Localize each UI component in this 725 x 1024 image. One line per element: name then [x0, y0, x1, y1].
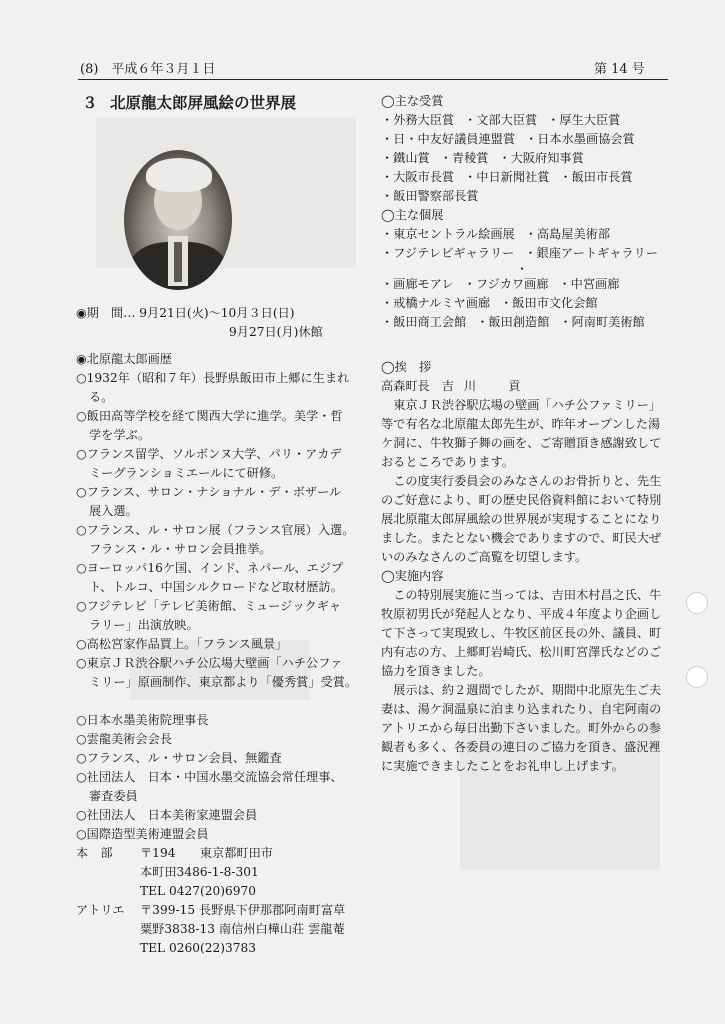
- address-text: 本町田3486-1-8-301: [140, 865, 259, 879]
- exhibition-item: ・飯田市文化会館: [500, 296, 598, 310]
- bio-item-line: ○飯田高等学校を経て関西大学に進学。美学・哲: [76, 409, 343, 423]
- exhibitions-separator: ・: [515, 262, 529, 276]
- award-item-row: [381, 187, 663, 206]
- header-issue-date: (8) 平成６年３月１日: [80, 62, 216, 77]
- role-item-line: ○フランス、ル・サロン会員、無鑑査: [76, 751, 282, 765]
- bio-item-line-cont: 学を学ぶ。: [89, 428, 151, 442]
- role-item-line: ○社団法人 日本美術家連盟会員: [76, 808, 258, 822]
- address-label: 本 部: [76, 846, 113, 860]
- implementation-heading: ◯実施内容: [381, 569, 444, 583]
- award-item: ・文部大臣賞: [464, 113, 538, 127]
- award-item-row: [381, 168, 663, 187]
- article-number: ３: [82, 93, 98, 112]
- bio-item-line: ○ヨーロッパ16ケ国、インド、ネパール、エジプ: [76, 561, 344, 575]
- award-item: ・厚生大臣賞: [547, 113, 621, 127]
- exhibition-item-row: [381, 244, 663, 263]
- bio-item-line: ○フランス、ル・サロン展（フランス官展）入選。: [76, 523, 355, 537]
- exhibition-item: ・銀座アートギャラリー: [524, 246, 659, 260]
- bio-item-line-cont: ミリー」原画制作、東京都より「優秀賞」受賞。: [89, 675, 358, 689]
- implementation-paragraph: 展示は、約２週間でしたが、期間中北原先生ご夫妻は、湯ケ洞温泉に泊まり込まれたり、自宅阿南のアトリエから毎日出勤下さいました。町外からの参観者も多く、各委員の連日のご協力を頂き、盛況裡に実施できましたことをお礼申し上げます。: [381, 683, 662, 773]
- award-item: ・大阪市長賞: [381, 170, 455, 184]
- exhibition-item-row: [381, 294, 663, 313]
- binder-hole: [686, 592, 708, 614]
- award-item: ・鐵山賞: [381, 151, 430, 165]
- address-row: [76, 939, 366, 958]
- signer-name: 吉川 貢: [441, 379, 531, 393]
- award-item: ・日・中友好議員連盟賞: [381, 132, 516, 146]
- address-row: [76, 901, 366, 920]
- exhibition-item: ・阿南町美術館: [559, 315, 645, 329]
- bio-item-line: ○1932年（昭和７年）長野県飯田市上郷に生まれ: [76, 371, 350, 385]
- award-item: ・中日新聞社賞: [464, 170, 550, 184]
- exhibition-item-row: [381, 275, 663, 294]
- exhibitions-list: [381, 225, 663, 263]
- bio-heading: ◉北原龍太郎画歴: [76, 352, 172, 366]
- bio-item-line-cont: ラリー」出演放映。: [89, 618, 199, 632]
- award-item: ・外務大臣賞: [381, 113, 455, 127]
- bio-item-line-cont: ト、トルコ、中国シルクロードなど取材歴訪。: [89, 580, 343, 594]
- exhibition-closed-day: 9月27日(月)休館: [229, 325, 323, 339]
- exhibitions-list: [381, 275, 663, 332]
- award-item-row: [381, 130, 663, 149]
- exhibition-item-row: [381, 313, 663, 332]
- award-item: ・飯田警察部長賞: [381, 189, 479, 203]
- exhibition-item: ・高島屋美術部: [524, 227, 611, 241]
- address-row: [76, 882, 366, 901]
- role-item-line: ○国際造型美術連盟会員: [76, 827, 209, 841]
- address-label: [76, 882, 140, 901]
- award-item-row: [381, 111, 663, 130]
- address-text: TEL 0427(20)6970: [140, 884, 257, 898]
- award-item-row: [381, 149, 663, 168]
- greeting-signer: [381, 377, 663, 396]
- award-item: ・大阪府知事賞: [498, 151, 584, 165]
- greeting-body: [381, 396, 663, 567]
- role-item-line: ○雲龍美術会会長: [76, 732, 172, 746]
- exhibition-item: ・飯田商工会館: [381, 315, 467, 329]
- exhibition-item: ・飯田創造館: [476, 315, 550, 329]
- exhibition-item-row: [381, 225, 663, 244]
- bio-item-line: ○フジテレビ「テレビ美術館、ミュージックギャ: [76, 599, 342, 613]
- roles-list: [76, 711, 366, 844]
- awards-heading: ◯主な受賞: [381, 94, 444, 108]
- signer-role: 高森町長: [381, 379, 430, 393]
- address-label: アトリエ: [76, 903, 125, 917]
- right-column: [381, 92, 663, 776]
- address-row: [76, 863, 366, 882]
- address-text: 〒194 東京都町田市: [140, 846, 273, 860]
- header-issue-number: 第 14 号: [594, 62, 645, 77]
- exhibition-item: ・戒橋ナルミヤ画廊: [381, 296, 491, 310]
- exhibition-item: ・東京セントラル絵画展: [381, 227, 515, 241]
- greeting-paragraph: 東京ＪＲ渋谷駅広場の壁画「ハチ公ファミリー」等で有名な北原龍太郎先生が、昨年オープンした湯ケ洞に、牛牧獅子舞の画を、ご寄贈頂き感謝致しておるところであります。: [381, 398, 662, 469]
- header-rule: [78, 79, 668, 80]
- bio-item-line: ○フランス、サロン・ナショナル・デ・ボザール: [76, 485, 342, 499]
- exhibition-item: ・フジテレビギャラリー: [381, 246, 515, 260]
- award-item: ・飯田市長賞: [559, 170, 633, 184]
- exhibition-item: ・フジカワ画廊: [463, 277, 549, 291]
- greeting-paragraph: この度実行委員会のみなさんのお骨折りと、先生のご好意により、町の歴史民俗資料館において特別展北原龍太郎屏風絵の世界展が実現することになりました。またとない機会でありますので、町民大ぜいのみなさんのご高覧を切望します。: [381, 474, 662, 564]
- bio-item-line: ○高松宮家作品買上。「フランス風景」: [76, 637, 288, 651]
- left-column: [76, 92, 366, 958]
- exhibitions-heading: ◯主な個展: [381, 208, 444, 222]
- implementation-body: [381, 586, 663, 776]
- bio-item-line-cont: フランス・ル・サロン会員推挙。: [89, 542, 272, 556]
- role-item-line: ○社団法人 日本・中国水墨交流協会常任理事、: [76, 770, 343, 784]
- article-title: [82, 92, 366, 114]
- address-list: [76, 844, 366, 958]
- article-title-text: 北原龍太郎屏風絵の世界展: [110, 93, 297, 112]
- address-row: [76, 920, 366, 939]
- bio-item-line-cont: ミーグランショミエールにて研修。: [89, 466, 284, 480]
- bio-item-line-cont: 展入選。: [89, 504, 138, 518]
- exhibition-item: ・中宮画廊: [558, 277, 620, 291]
- address-text: 粟野3838-13 南信州白樺山荘 雲龍菴: [140, 922, 345, 936]
- address-text: 〒399-15 長野県下伊那郡阿南町富草: [140, 903, 346, 917]
- award-item: ・青稜賞: [439, 151, 489, 165]
- address-label: [76, 939, 140, 958]
- address-text: TEL 0260(22)3783: [140, 941, 257, 955]
- award-item: ・日本水墨画協会賞: [525, 132, 635, 146]
- artist-portrait-photo: [124, 150, 232, 290]
- binder-hole: [686, 666, 708, 688]
- exhibition-period: ◉期 間… 9月21日(火)〜10月３日(日): [76, 306, 295, 320]
- bio-item-line: ○フランス留学、ソルボンヌ大学、パリ・アカデ: [76, 447, 342, 461]
- exhibition-item: ・画廊モアレ: [381, 277, 454, 291]
- awards-list: [381, 111, 663, 206]
- address-label: [76, 920, 140, 939]
- role-item-line: ○日本水墨美術院理事長: [76, 713, 209, 727]
- bio-list: [76, 369, 366, 692]
- implementation-paragraph: この特別展実施に当っては、吉田木村昌之氏、牛牧原初男氏が発起人となり、平成４年度より企画して下さって実現致し、牛牧区前区長の外、議員、町内有志の方、上郷町岩崎氏、松川町宮澤氏などのご協力を頂きました。: [381, 588, 662, 678]
- bio-item-line-cont: る。: [89, 390, 114, 404]
- address-label: [76, 863, 140, 882]
- role-item-line-cont: 審査委員: [89, 789, 138, 803]
- bio-item-line: ○東京ＪＲ渋谷駅ハチ公広場大壁画「ハチ公ファ: [76, 656, 343, 670]
- address-row: [76, 844, 366, 863]
- greeting-heading: ◯挨 拶: [381, 360, 432, 374]
